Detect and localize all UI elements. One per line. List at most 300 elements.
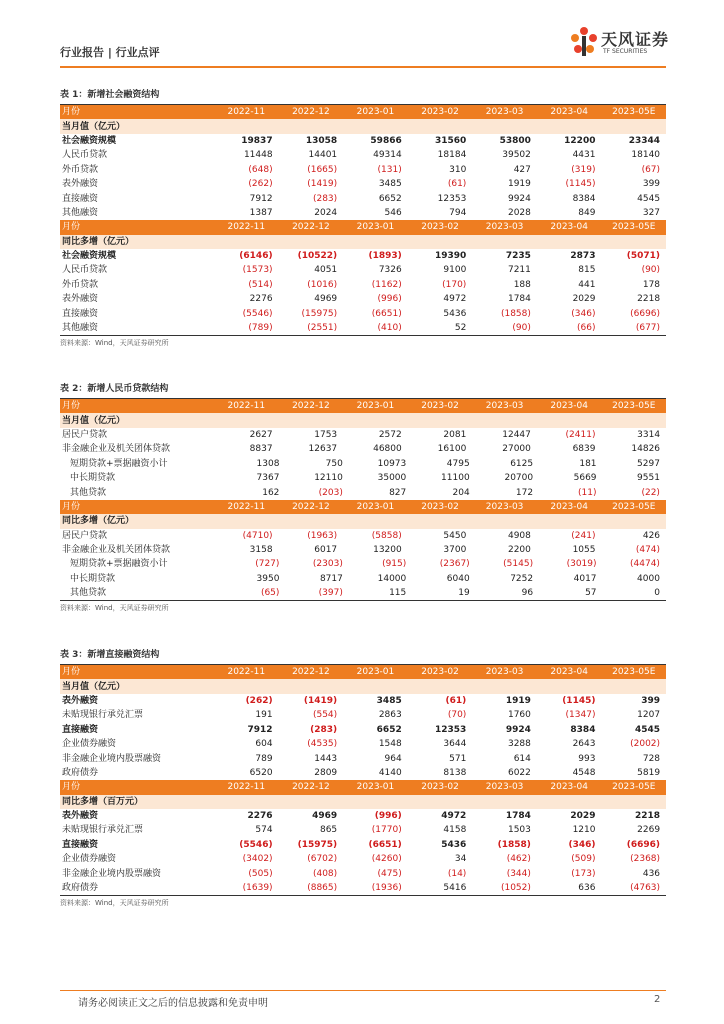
cell-value: (6696)	[630, 308, 661, 319]
table-row	[60, 442, 666, 456]
cell-value: 34	[454, 854, 467, 865]
cell-value: 2023-05E	[612, 107, 656, 118]
cell-value: (283)	[312, 193, 338, 204]
cell-value: 2023-03	[485, 782, 524, 793]
cell-value: 2023-04	[550, 401, 588, 412]
cell-value: (1419)	[307, 179, 338, 190]
cell-value: 3314	[637, 429, 661, 440]
row-label: 人民币贷款	[62, 265, 108, 276]
cell-value: 1919	[505, 695, 531, 706]
cell-value: 2022-12	[292, 107, 330, 118]
cell-value: 3644	[443, 739, 467, 750]
table-rmb-loans	[60, 382, 666, 613]
cell-value: 2218	[634, 811, 661, 822]
row-label: 表外融资	[62, 179, 99, 190]
cell-value: 2023-01	[356, 667, 395, 678]
cell-value: (67)	[641, 164, 661, 175]
table-row	[60, 163, 666, 177]
cell-value: 18184	[437, 150, 467, 161]
cell-value: 2023-03	[485, 222, 524, 233]
row-label: 当月值（亿元）	[62, 415, 126, 426]
table-header-row	[60, 665, 666, 679]
cell-value: 2023-04	[550, 222, 588, 233]
cell-value: 7912	[249, 193, 273, 204]
cell-value: (1639)	[242, 883, 273, 894]
cell-value: 3288	[507, 739, 531, 750]
cell-value: (4763)	[630, 883, 661, 894]
footer-disclaimer: 请务必阅读正文之后的信息披露和免责申明	[78, 998, 268, 1009]
cell-value: 604	[255, 739, 273, 750]
row-label: 月份	[62, 501, 81, 512]
table-row	[60, 823, 666, 837]
cell-value: 4795	[446, 458, 470, 469]
cell-value: 2023-05E	[612, 501, 656, 512]
cell-value: 1784	[507, 294, 531, 305]
row-label: 企业债券融资	[62, 854, 117, 865]
cell-value: 5297	[637, 458, 660, 469]
cell-value: (1573)	[242, 265, 273, 276]
cell-value: 4431	[572, 150, 596, 161]
table-title: 表 3：新增直接融资结构	[60, 648, 666, 665]
cell-value: 2023-04	[550, 107, 588, 118]
row-label: 居民户贷款	[62, 530, 108, 541]
row-label: 外币贷款	[62, 164, 99, 175]
cell-value: 2023-02	[421, 222, 459, 233]
cell-value: 8837	[249, 444, 273, 455]
cell-value: (131)	[377, 164, 402, 175]
cell-value: 2081	[443, 429, 467, 440]
cell-value: 0	[654, 588, 660, 599]
cell-value: 172	[515, 487, 534, 498]
cell-value: 6652	[378, 193, 402, 204]
cell-value: (22)	[641, 487, 660, 498]
row-label: 月份	[62, 222, 81, 233]
cell-value: 7326	[378, 265, 402, 276]
cell-value: 19	[458, 588, 470, 599]
cell-value: 750	[325, 458, 343, 469]
cell-value: 2023-05E	[612, 401, 656, 412]
cell-value: 8384	[572, 193, 596, 204]
cell-value: (509)	[571, 854, 596, 865]
page-number: 2	[654, 994, 661, 1005]
cell-value: 2023-05E	[612, 667, 656, 678]
cell-value: 14401	[308, 150, 338, 161]
cell-value: (554)	[312, 710, 338, 721]
cell-value: 2022-11	[227, 501, 266, 512]
cell-value: 436	[642, 868, 661, 879]
cell-value: 53800	[499, 135, 531, 146]
table-row	[60, 694, 666, 708]
table-row	[60, 263, 666, 277]
cell-value: 865	[319, 825, 338, 836]
cell-value: 59866	[370, 135, 402, 146]
table-row	[60, 134, 666, 148]
cell-value: 5436	[441, 839, 467, 850]
cell-value: 4545	[637, 193, 661, 204]
cell-value: (6146)	[239, 251, 273, 262]
cell-value: 614	[513, 753, 531, 764]
cell-value: (5145)	[503, 559, 534, 570]
cell-value: 2023-04	[550, 782, 588, 793]
table-row	[60, 306, 666, 320]
row-label: 政府债券	[62, 767, 99, 778]
table-row	[60, 485, 666, 499]
cell-value: 8717	[319, 573, 343, 584]
row-label: 月份	[62, 401, 81, 412]
cell-value: 4545	[634, 724, 661, 735]
cell-value: 426	[642, 530, 661, 541]
cell-value: (2303)	[312, 559, 343, 570]
cell-value: 9924	[505, 724, 531, 735]
cell-value: 2809	[314, 767, 338, 778]
cell-value: (462)	[506, 854, 531, 865]
table-row	[60, 737, 666, 751]
cell-value: 427	[513, 164, 531, 175]
cell-value: 31560	[435, 135, 467, 146]
cell-value: 7211	[507, 265, 531, 276]
cell-value: (2367)	[439, 559, 470, 570]
cell-value: 2023-02	[421, 107, 459, 118]
cell-value: 8138	[443, 767, 467, 778]
row-label: 月份	[62, 667, 81, 678]
cell-value: 5819	[637, 767, 661, 778]
cell-value: 2023-02	[421, 782, 459, 793]
cell-value: 3950	[256, 573, 280, 584]
cell-value: 2022-12	[292, 222, 330, 233]
cell-value: 4158	[443, 825, 467, 836]
table-title: 表 1：新增社会融资结构	[60, 88, 666, 105]
cell-value: (241)	[571, 530, 596, 541]
cell-value: 964	[384, 753, 402, 764]
table-row	[60, 751, 666, 765]
cell-value: (505)	[248, 868, 273, 879]
table-social-financing	[60, 88, 666, 348]
row-label: 社会融资规模	[62, 135, 117, 146]
cell-value: (915)	[382, 559, 407, 570]
table-row	[60, 471, 666, 485]
cell-value: (2411)	[565, 429, 596, 440]
cell-value: (173)	[571, 868, 596, 879]
cell-value: 399	[642, 179, 661, 190]
cell-value: (70)	[447, 710, 467, 721]
cell-value: (346)	[571, 308, 596, 319]
cell-value: (2368)	[630, 854, 661, 865]
logo-en-text: TF SECURITIES	[603, 48, 648, 55]
cell-value: 2276	[249, 294, 273, 305]
table-row	[60, 586, 666, 600]
cell-value: (5071)	[626, 251, 661, 262]
cell-value: (262)	[248, 179, 273, 190]
row-label: 短期贷款+票据融资小计	[70, 559, 168, 570]
cell-value: (475)	[377, 868, 402, 879]
table-source: 资料来源：Wind，天风证券研究所	[60, 600, 666, 613]
cell-value: 2022-12	[292, 782, 330, 793]
cell-value: 2643	[572, 739, 596, 750]
cell-value: (61)	[445, 695, 467, 706]
cell-value: 12200	[564, 135, 596, 146]
row-label: 其他贷款	[70, 588, 107, 599]
cell-value: 18140	[631, 150, 661, 161]
cell-value: 2023-01	[356, 401, 395, 412]
table-row	[60, 249, 666, 263]
cell-value: 441	[578, 279, 596, 290]
cell-value: (1162)	[371, 279, 402, 290]
cell-value: 571	[449, 753, 467, 764]
cell-value: 2029	[572, 294, 596, 305]
cell-value: (1963)	[307, 530, 338, 541]
report-type-header: 行业报告 | 行业点评	[60, 46, 160, 59]
cell-value: 2023-05E	[612, 782, 656, 793]
table-row	[60, 838, 666, 852]
row-label: 表外融资	[62, 695, 99, 706]
row-label: 未贴现银行承兑汇票	[62, 710, 144, 721]
row-label: 直接融资	[62, 193, 99, 204]
cell-value: 6022	[507, 767, 531, 778]
cell-value: (283)	[310, 724, 338, 735]
cell-value: 11100	[441, 473, 470, 484]
cell-value: (6702)	[307, 854, 338, 865]
row-label: 人民币贷款	[62, 150, 108, 161]
cell-value: (1145)	[562, 695, 596, 706]
cell-value: (262)	[245, 695, 273, 706]
cell-value: 12110	[314, 473, 343, 484]
cell-value: 181	[579, 458, 597, 469]
table-row	[60, 881, 666, 895]
row-label: 中长期贷款	[70, 473, 116, 484]
cell-value: 1548	[378, 739, 402, 750]
row-label: 同比多增（亿元）	[62, 236, 135, 247]
table-row	[60, 543, 666, 557]
row-label: 同比多增（亿元）	[62, 516, 135, 527]
cell-value: 849	[578, 207, 596, 218]
table-source: 资料来源：Wind，天风证券研究所	[60, 335, 666, 348]
cell-value: 1387	[249, 207, 273, 218]
cell-value: 2022-11	[227, 782, 266, 793]
row-label: 其他融资	[62, 323, 99, 334]
cell-value: 636	[578, 883, 596, 894]
cell-value: (319)	[571, 164, 596, 175]
cell-value: 4140	[378, 767, 402, 778]
row-label: 短期贷款+票据融资小计	[70, 458, 168, 469]
cell-value: (1052)	[500, 883, 531, 894]
cell-value: 728	[642, 753, 661, 764]
cell-value: 5436	[443, 308, 467, 319]
cell-value: (408)	[312, 868, 338, 879]
cell-value: 794	[449, 207, 467, 218]
table-row	[60, 177, 666, 191]
cell-value: 19837	[241, 135, 273, 146]
cell-value: 9100	[443, 265, 467, 276]
cell-value: 2627	[249, 429, 273, 440]
cell-value: 12353	[437, 193, 467, 204]
row-label: 外币贷款	[62, 279, 99, 290]
table-row	[60, 428, 666, 442]
cell-value: 2029	[570, 811, 596, 822]
table-direct-financing	[60, 648, 666, 908]
cell-value: 9551	[637, 473, 660, 484]
cell-value: (5546)	[242, 308, 273, 319]
cell-value: 2024	[314, 207, 338, 218]
row-label: 非金融企业境内股票融资	[62, 753, 162, 764]
cell-value: 11448	[243, 150, 273, 161]
cell-value: (789)	[248, 323, 273, 334]
cell-value: 3700	[443, 545, 467, 556]
cell-value: (15975)	[301, 308, 338, 319]
table-title: 表 2：新增人民币贷款结构	[60, 382, 666, 399]
cell-value: 5450	[443, 530, 467, 541]
cell-value: 993	[578, 753, 596, 764]
cell-value: 6520	[249, 767, 273, 778]
cell-value: 2023-02	[421, 501, 459, 512]
cell-value: 2023-02	[421, 667, 459, 678]
cell-value: 827	[389, 487, 407, 498]
cell-value: 13058	[305, 135, 338, 146]
row-label: 当月值（亿元）	[62, 121, 126, 132]
cell-value: (2002)	[630, 739, 661, 750]
cell-value: 204	[452, 487, 470, 498]
row-label: 其他贷款	[70, 487, 107, 498]
cell-value: 2022-12	[292, 667, 330, 678]
cell-value: 16100	[437, 444, 467, 455]
cell-value: 1055	[572, 545, 596, 556]
cell-value: (6651)	[371, 308, 402, 319]
table-row	[60, 723, 666, 737]
cell-value: 12447	[502, 429, 531, 440]
cell-value: 19390	[435, 251, 467, 262]
cell-value: (1770)	[371, 825, 402, 836]
cell-value: 2863	[378, 710, 402, 721]
cell-value: 6017	[314, 545, 338, 556]
cell-value: 7252	[510, 573, 534, 584]
cell-value: 4000	[637, 573, 660, 584]
cell-value: 546	[384, 207, 402, 218]
cell-value: 4908	[507, 530, 531, 541]
row-label: 居民户贷款	[62, 429, 108, 440]
row-label: 企业债券融资	[62, 739, 117, 750]
cell-value: (1665)	[307, 164, 338, 175]
cell-value: 2023-03	[485, 667, 524, 678]
table-section-row	[60, 235, 666, 249]
table-header-row	[60, 220, 666, 234]
cell-value: (14)	[447, 868, 467, 879]
cell-value: 2200	[507, 545, 531, 556]
row-label: 月份	[62, 782, 81, 793]
cell-value: (4535)	[307, 739, 338, 750]
cell-value: 8384	[570, 724, 596, 735]
row-label: 未贴现银行承兑汇票	[62, 825, 144, 836]
cell-value: 574	[255, 825, 273, 836]
cell-value: 4051	[314, 265, 338, 276]
cell-value: 1443	[314, 753, 338, 764]
cell-value: 2023-02	[421, 401, 459, 412]
cell-value: 2023-01	[356, 782, 395, 793]
cell-value: 57	[585, 588, 597, 599]
table-header-row	[60, 399, 666, 413]
table-header-row	[60, 500, 666, 514]
cell-value: 789	[255, 753, 273, 764]
cell-value: 3485	[378, 179, 402, 190]
cell-value: 162	[262, 487, 280, 498]
cell-value: 6040	[446, 573, 470, 584]
cell-value: 20700	[504, 473, 534, 484]
cell-value: (6651)	[368, 839, 402, 850]
cell-value: 2023-04	[550, 667, 588, 678]
cell-value: 13200	[373, 545, 402, 556]
cell-value: (8865)	[307, 883, 338, 894]
cell-value: 1784	[505, 811, 531, 822]
cell-value: 1753	[314, 429, 338, 440]
cell-value: (15975)	[297, 839, 338, 850]
cell-value: 310	[449, 164, 467, 175]
cell-value: 7367	[256, 473, 280, 484]
cell-value: 96	[521, 588, 534, 599]
table-row	[60, 278, 666, 292]
cell-value: 2028	[507, 207, 531, 218]
cell-value: 14000	[377, 573, 407, 584]
table-row	[60, 557, 666, 571]
cell-value: (203)	[318, 487, 343, 498]
cell-value: 2022-11	[227, 222, 266, 233]
cell-value: 10973	[377, 458, 407, 469]
cell-value: 115	[389, 588, 407, 599]
cell-value: 9924	[507, 193, 531, 204]
cell-value: (346)	[568, 839, 596, 850]
logo-cn-text: 天风证券	[601, 30, 670, 49]
cell-value: 2023-05E	[612, 222, 656, 233]
cell-value: 2276	[247, 811, 273, 822]
cell-value: 1207	[637, 710, 661, 721]
table-row	[60, 809, 666, 823]
cell-value: (1016)	[307, 279, 338, 290]
cell-value: 2023-04	[550, 501, 588, 512]
cell-value: (3402)	[242, 854, 273, 865]
table-source: 资料来源：Wind，天风证券研究所	[60, 895, 666, 908]
cell-value: 2022-11	[227, 667, 266, 678]
cell-value: (996)	[374, 811, 402, 822]
cell-value: (474)	[635, 545, 661, 556]
cell-value: 1210	[572, 825, 596, 836]
row-label: 非金融企业及机关团体贷款	[62, 444, 171, 455]
cell-value: 35000	[377, 473, 407, 484]
cell-value: 2873	[570, 251, 596, 262]
cell-value: 4017	[573, 573, 597, 584]
cell-value: (6696)	[626, 839, 661, 850]
footer-rule	[60, 990, 666, 991]
cell-value: (397)	[318, 588, 343, 599]
table-row	[60, 866, 666, 880]
cell-value: 39502	[502, 150, 531, 161]
row-label: 直接融资	[62, 724, 99, 735]
table-section-row	[60, 514, 666, 528]
table-row	[60, 148, 666, 162]
cell-value: (1858)	[497, 839, 531, 850]
cell-value: (4474)	[630, 559, 660, 570]
cell-value: 4972	[443, 294, 467, 305]
table-row	[60, 292, 666, 306]
table-row	[60, 457, 666, 471]
cell-value: (677)	[635, 323, 661, 334]
cell-value: (514)	[248, 279, 273, 290]
cell-value: (10522)	[297, 251, 338, 262]
table-row	[60, 852, 666, 866]
cell-value: 2269	[637, 825, 661, 836]
cell-value: 4969	[314, 294, 338, 305]
cell-value: (1419)	[303, 695, 338, 706]
cell-value: 6652	[376, 724, 402, 735]
table-section-row	[60, 679, 666, 693]
row-label: 月份	[62, 107, 81, 118]
cell-value: 14826	[631, 444, 661, 455]
